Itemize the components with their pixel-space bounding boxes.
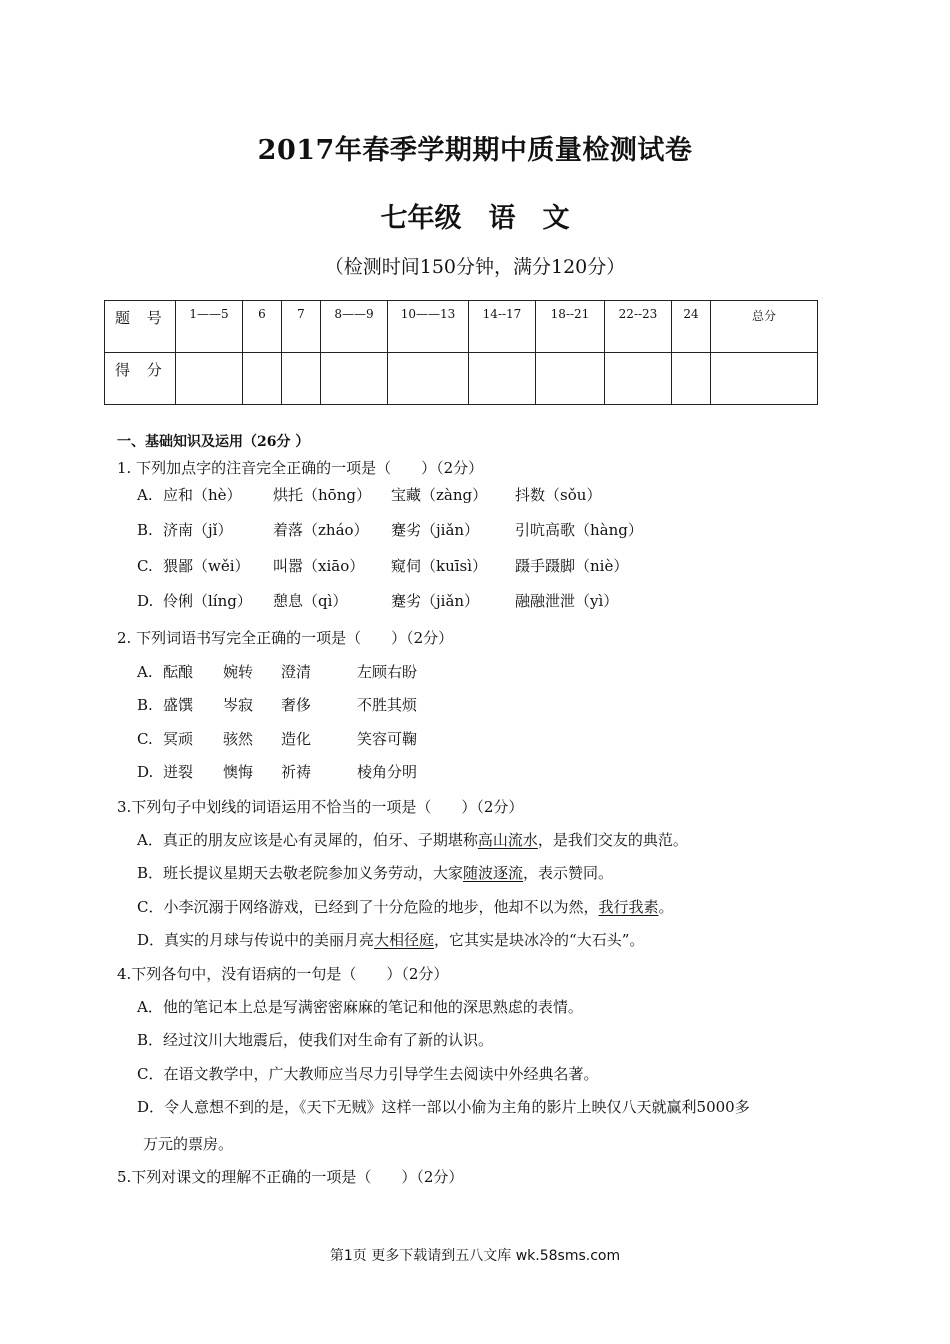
score-table-col: 6 — [243, 301, 282, 353]
q3-option-c: C．小李沉溺于网络游戏，已经到了十分危险的地步，他却不以为然，我行我素。 — [137, 898, 674, 916]
q1-option-b: B. 济南（jǐ） 着落（zháo） 蹇劣（jiǎn） 引吭高歌（hàng） — [137, 521, 643, 539]
q4-stem: 4.下列各句中，没有语病的一句是（ ）（2分） — [117, 965, 449, 983]
score-cell[interactable] — [282, 353, 321, 405]
score-table-col: 14--17 — [469, 301, 536, 353]
exam-info: （检测时间150分钟，满分120分） — [324, 256, 626, 278]
q3-option-d: D．真实的月球与传说中的美丽月亮大相径庭，它其实是块冰冷的“大石头”。 — [137, 931, 645, 949]
q2-option-a: A. 酝酿 婉转 澄清 左顾右盼 — [137, 663, 418, 681]
q4-option-a: A．他的笔记本上总是写满密密麻麻的笔记和他的深思熟虑的表情。 — [137, 998, 583, 1016]
score-table-col: 7 — [282, 301, 321, 353]
page-footer: 第1页 更多下载请到五八文库 wk.58sms.com — [329, 1248, 621, 1264]
q4-option-c: C．在语文教学中，广大教师应当尽力引导学生去阅读中外经典名著。 — [137, 1065, 599, 1083]
score-cell[interactable] — [711, 353, 818, 405]
score-cell[interactable] — [243, 353, 282, 405]
score-table-col: 24 — [672, 301, 711, 353]
q2-option-b: B. 盛馔 岑寂 奢侈 不胜其烦 — [137, 696, 418, 714]
q3-option-b: B．班长提议星期天去敬老院参加义务劳动，大家随波逐流，表示赞同。 — [137, 864, 614, 882]
q4-option-d-continued: 万元的票房。 — [143, 1135, 234, 1153]
score-table-row1-label: 题 号 — [105, 301, 176, 353]
q1-option-a: A. 应和（hè） 烘托（hōng） 宝藏（zàng） 抖数（sǒu） — [137, 486, 602, 504]
q1-option-c: C. 猥鄙（wěi） 叫嚣（xiāo） 窥伺（kuīsì） 蹑手蹑脚（niè） — [137, 557, 629, 575]
q4-option-b: B．经过汶川大地震后，使我们对生命有了新的认识。 — [137, 1031, 494, 1049]
score-table-col: 总分 — [711, 301, 818, 353]
score-table-row2-label: 得 分 — [105, 353, 176, 405]
q2-option-d: D. 迸裂 懊悔 祈祷 棱角分明 — [137, 763, 418, 781]
exam-subtitle: 七年级 语 文 — [380, 203, 570, 234]
q3-option-a: A．真正的朋友应该是心有灵犀的，伯牙、子期堪称高山流水，是我们交友的典范。 — [137, 831, 688, 849]
score-table — [104, 300, 818, 405]
score-table-col: 8——9 — [321, 301, 388, 353]
score-table-col: 10——13 — [388, 301, 469, 353]
q4-option-d: D．令人意想不到的是，《天下无贼》这样一部以小偷为主角的影片上映仅八天就赢利5000多 — [137, 1098, 750, 1116]
score-table-header-row — [105, 301, 818, 353]
q5-stem: 5.下列对课文的理解不正确的一项是（ ）（2分） — [117, 1168, 464, 1186]
score-cell[interactable] — [388, 353, 469, 405]
exam-title: 2017年春季学期期中质量检测试卷 — [257, 135, 693, 166]
score-table-col: 1——5 — [176, 301, 243, 353]
q2-option-c: C. 冥顽 骇然 造化 笑容可鞠 — [137, 730, 418, 748]
score-cell[interactable] — [321, 353, 388, 405]
score-cell[interactable] — [605, 353, 672, 405]
section-heading: 一、基础知识及运用（26分 ） — [117, 434, 310, 450]
score-cell[interactable] — [469, 353, 536, 405]
score-table-col: 18--21 — [536, 301, 605, 353]
score-cell[interactable] — [672, 353, 711, 405]
q1-stem: 1. 下列加点字的注音完全正确的一项是（ ）（2分） — [117, 459, 484, 477]
q3-stem: 3.下列句子中划线的词语运用不恰当的一项是（ ）（2分） — [117, 798, 524, 816]
score-cell[interactable] — [536, 353, 605, 405]
q2-stem: 2. 下列词语书写完全正确的一项是（ ）（2分） — [117, 629, 454, 647]
score-cell[interactable] — [176, 353, 243, 405]
score-table-score-row — [105, 353, 818, 405]
q1-option-d: D. 伶俐（líng） 憩息（qì） 蹇劣（jiǎn） 融融泄泄（yì） — [137, 592, 619, 610]
score-table-col: 22--23 — [605, 301, 672, 353]
